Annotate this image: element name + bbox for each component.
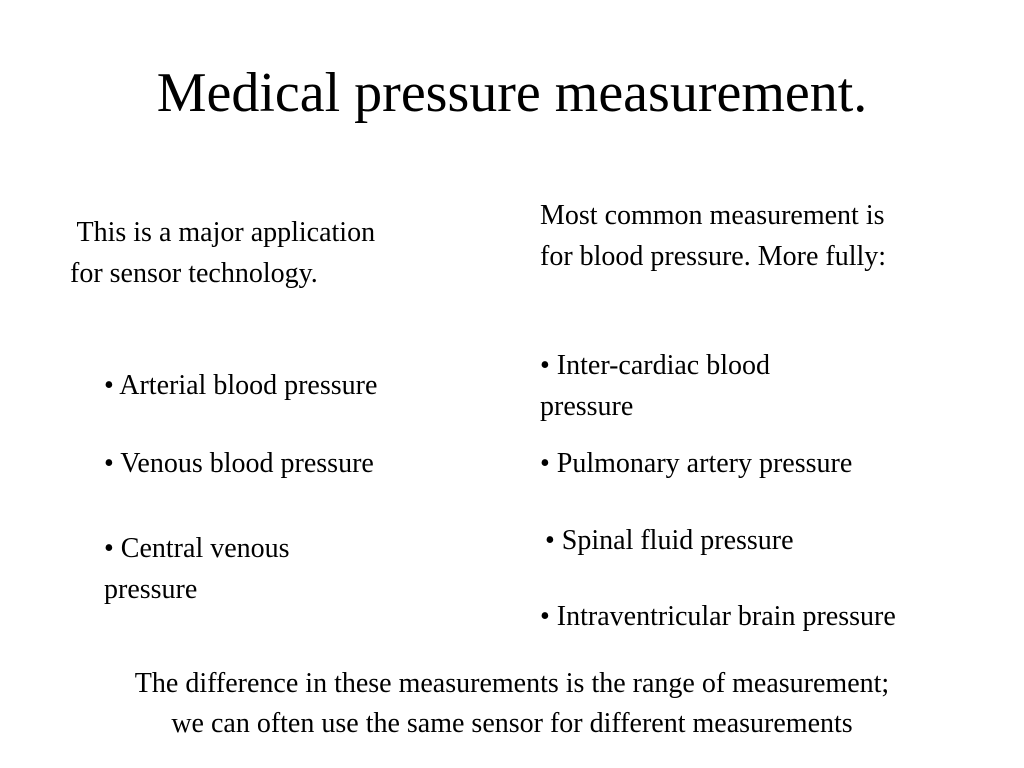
list-item-text: • Venous blood pressure xyxy=(104,448,374,479)
list-item-text: • Arterial blood pressure xyxy=(104,370,378,401)
list-item-spinal-fluid-pressure xyxy=(545,520,794,561)
list-item-central-venous-pressure xyxy=(104,528,290,610)
list-item-text-continued: pressure xyxy=(104,574,198,605)
list-item-venous-blood-pressure xyxy=(104,443,374,484)
intro-left-text xyxy=(70,212,375,294)
intro-left-line-1: This is a major application xyxy=(70,217,376,248)
footer-note xyxy=(0,664,1024,744)
list-item-text: • Central venous xyxy=(104,533,290,564)
intro-right-line-1: Most common measurement is xyxy=(540,200,885,231)
list-item-text: • Pulmonary artery pressure xyxy=(540,448,853,479)
list-item-inter-cardiac-blood-pressure xyxy=(540,345,770,427)
intro-right-text xyxy=(540,195,886,277)
list-item-text-continued: pressure xyxy=(540,391,634,422)
intro-right-line-2: for blood pressure. More fully: xyxy=(540,241,887,272)
intro-left-line-2: for sensor technology. xyxy=(70,258,318,289)
list-item-intraventricular-brain-pressure xyxy=(540,596,896,637)
list-item-text: • Intraventricular brain pressure xyxy=(540,601,896,632)
footer-line-2: we can often use the same sensor for different measurements xyxy=(171,708,853,739)
list-item-text: • Inter-cardiac blood xyxy=(540,350,771,381)
list-item-text: • Spinal fluid pressure xyxy=(545,525,794,556)
slide-title: Medical pressure measurement. xyxy=(156,62,868,124)
list-item-pulmonary-artery-pressure xyxy=(540,443,852,484)
list-item-arterial-blood-pressure xyxy=(104,365,377,406)
footer-line-1: The difference in these measurements is the range of measurement; xyxy=(134,668,890,699)
